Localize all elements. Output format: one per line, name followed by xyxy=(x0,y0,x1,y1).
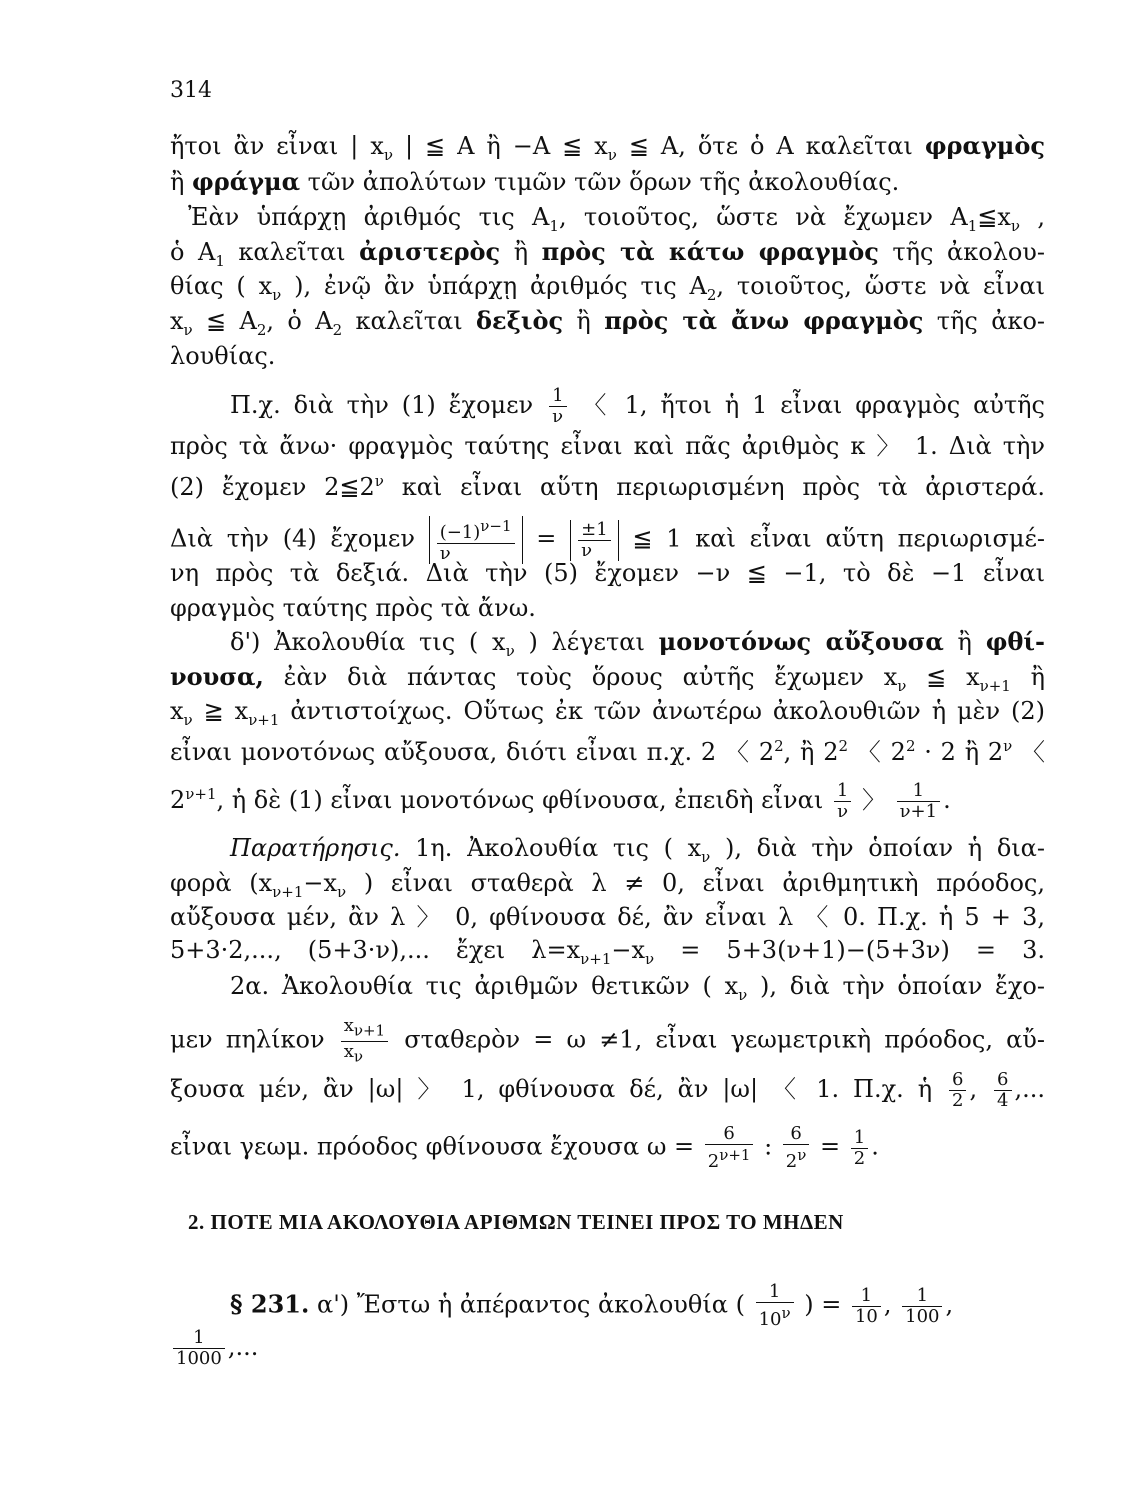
text-line: $x_\nu$ ≦ $A_2$, ὁ $A_2$ καλεῖται δεξιὸς ἢ πρὸς τὰ ἄνω φραγμὸς τῆς ἀκο- xyxy=(170,306,1046,339)
text-line: $\frac{1}{1000}$ ,... xyxy=(170,1328,1045,1369)
text-line: μεν πηλίκον $\frac{x_{\nu+1}}{x_\nu}$ σταθερὸν = ω ≠1, εἶναι γεωμετρικὴ πρόοδος, αὔ- xyxy=(170,1015,1045,1066)
fraction: $\frac{6}{2^{\nu+1}}$ xyxy=(705,1124,754,1172)
fraction: $\frac{1}{\nu+1}$ xyxy=(897,781,940,822)
text-line: Διὰ τὴν (4) ἔχομεν $\frac{(-1)^{\nu-1}}{\nu}$ = $\frac{\pm 1}{\nu}$ ≦ 1 καὶ εἶναι αὕτη περιωρισμέ- xyxy=(170,517,1045,564)
text-line: ὁ $A_1$ καλεῖται ἀριστερὸς ἢ πρὸς τὰ κάτω φραγμὸς τῆς ἀκολου- xyxy=(170,237,1045,270)
absolute-value: $\frac{(-1)^{\nu-1}}{\nu}$ xyxy=(429,516,523,564)
text-line: § 231. α') Ἔστω ἡ ἀπέραντος ἀκολουθία ( $\frac{1}{10^\nu}$ ) = $\frac{1}{10}$ , $\frac{1}{100}$ , xyxy=(230,1281,954,1330)
text-line: ξουσα μέν, ἂν |ω| 〉 1, φθίνουσα δέ, ἂν |ω| 〈 1. Π.χ. ἡ $\frac{6}{2}$ , $\frac{6}{4}$ ,... xyxy=(170,1069,1046,1111)
text-line: αὔξουσα μέν, ἂν λ 〉 0, φθίνουσα δέ, ἂν εἶναι λ 〈 0. Π.χ. ἡ 5 + 3, xyxy=(170,903,1045,931)
text-line: Π.χ. διὰ τὴν (1) ἔχομεν $\frac{1}{\nu}$ 〈 1, ἤτοι ἡ 1 εἶναι φραγμὸς αὐτῆς xyxy=(230,385,1045,427)
text-line: φορὰ ($x_{\nu+1}-x_\nu$ ) εἶναι σταθερὰ λ ≠ 0, εἶναι ἀριθμητικὴ πρόοδος, xyxy=(170,869,1045,901)
fraction: $\frac{6}{4}$ xyxy=(994,1070,1011,1111)
fraction: $\frac{1}{2}$ xyxy=(851,1128,868,1169)
text-line: ἤτοι ἂν εἶναι | $x_\nu$ | ≦ Α ἢ −Α ≦ $x_\nu$ ≦ Α, ὅτε ὁ Α καλεῖται φραγμὸς xyxy=(170,131,1045,164)
text-line: θίας ( $x_\nu$ ), ἐνῷ ἂν ὑπάρχῃ ἀριθμός τις $A_2$, τοιοῦτος, ὥστε νὰ εἶναι xyxy=(170,272,1045,304)
page-number: 314 xyxy=(170,78,212,103)
text-line: εἶναι γεωμ. πρόοδος φθίνουσα ἔχουσα ω = $\frac{6}{2^{\nu+1}}$ : $\frac{6}{2^\nu}$ = $\frac{1}{2}$ . xyxy=(170,1123,879,1172)
text-line: $x_\nu$ ≧ $x_{\nu+1}$ ἀντιστοίχως. Οὕτως ἐκ τῶν ἀνωτέρω ἀκολουθιῶν ἡ μὲν (2) xyxy=(170,697,1046,729)
text-line: Παρατήρησις. 1η. Ἀκολουθία τις ( $x_\nu$ ), διὰ τὴν ὁποίαν ἡ δια- xyxy=(230,834,1045,866)
fraction: $\frac{1}{1000}$ xyxy=(173,1328,225,1369)
fraction: $\frac{1}{\nu}$ xyxy=(834,781,851,822)
absolute-value: $\frac{\pm 1}{\nu}$ xyxy=(570,520,619,561)
text-line: νη πρὸς τὰ δεξιά. Διὰ τὴν (5) ἔχομεν −ν ≦ −1, τὸ δὲ −1 εἶναι xyxy=(170,559,1045,587)
text-line: 5+3·2,..., (5+3·ν),... ἔχει $\lambda=x_{\nu+1}-x_\nu = 5+3(\nu+1)-(5+3\nu) = 3$. xyxy=(170,936,1045,968)
text-line: ἢ φράγμα τῶν ἀπολύτων τιμῶν τῶν ὅρων τῆς ἀκολουθίας. xyxy=(170,167,900,196)
text-line: φραγμὸς ταύτης πρὸς τὰ ἄνω. xyxy=(170,594,536,622)
text-line: Ἐὰν ὑπάρχῃ ἀριθμός τις $A_1$, τοιοῦτος, ὥστε νὰ ἔχωμεν $A_1≦x_\nu$ , xyxy=(188,203,1045,235)
text-line: $2^{\nu+1}$, ἡ δὲ (1) εἶναι μονοτόνως φθίνουσα, ἐπειδὴ εἶναι $\frac{1}{\nu}$ 〉 $\frac{1}{\nu+1}$ . xyxy=(170,780,951,822)
section-heading: 2. ΠΟΤΕ ΜΙΑ ΑΚΟΛΟΥΘΙΑ ΑΡΙΘΜΩΝ ΤΕΙΝΕΙ ΠΡΟΣ ΤΟ ΜΗΔΕΝ xyxy=(188,1210,844,1234)
fraction: $\frac{1}{100}$ xyxy=(902,1286,942,1327)
text-line: εἶναι μονοτόνως αὔξουσα, διότι εἶναι π.χ. 2 〈 $2^2$, ἢ $2^2$ 〈 $2^2 \cdot 2$ ἢ $2^\nu$ 〈 xyxy=(170,737,1045,766)
text-line: λουθίας. xyxy=(170,342,276,370)
text-line: πρὸς τὰ ἄνω· φραγμὸς ταύτης εἶναι καὶ πᾶς ἀριθμὸς κ 〉 1. Διὰ τὴν xyxy=(170,432,1045,460)
fraction: $\frac{6}{2}$ xyxy=(949,1070,966,1111)
fraction: $\frac{6}{2^\nu}$ xyxy=(783,1124,810,1172)
fraction: $\frac{x_{\nu+1}}{x_\nu}$ xyxy=(341,1016,388,1066)
fraction: $\frac{1}{\nu}$ xyxy=(549,386,566,427)
text-line: δ') Ἀκολουθία τις ( $x_\nu$ ) λέγεται μονοτόνως αὔξουσα ἢ φθί- xyxy=(230,627,1045,660)
text-line: (2) ἔχομεν $2≦2^\nu$ καὶ εἶναι αὕτη περιωρισμένη πρὸς τὰ ἀριστερά. xyxy=(170,472,1045,501)
text-line: 2α. Ἀκολουθία τις ἀριθμῶν θετικῶν ( $x_\nu$ ), διὰ τὴν ὁποίαν ἔχο- xyxy=(230,972,1045,1004)
text-line: νουσα, ἐὰν διὰ πάντας τοὺς ὅρους αὐτῆς ἔχωμεν $x_\nu$ ≦ $x_{\nu+1}$ ἢ xyxy=(170,662,1046,695)
fraction: $\frac{1}{10^\nu}$ xyxy=(756,1282,794,1330)
fraction: $\frac{1}{10}$ xyxy=(852,1286,881,1327)
